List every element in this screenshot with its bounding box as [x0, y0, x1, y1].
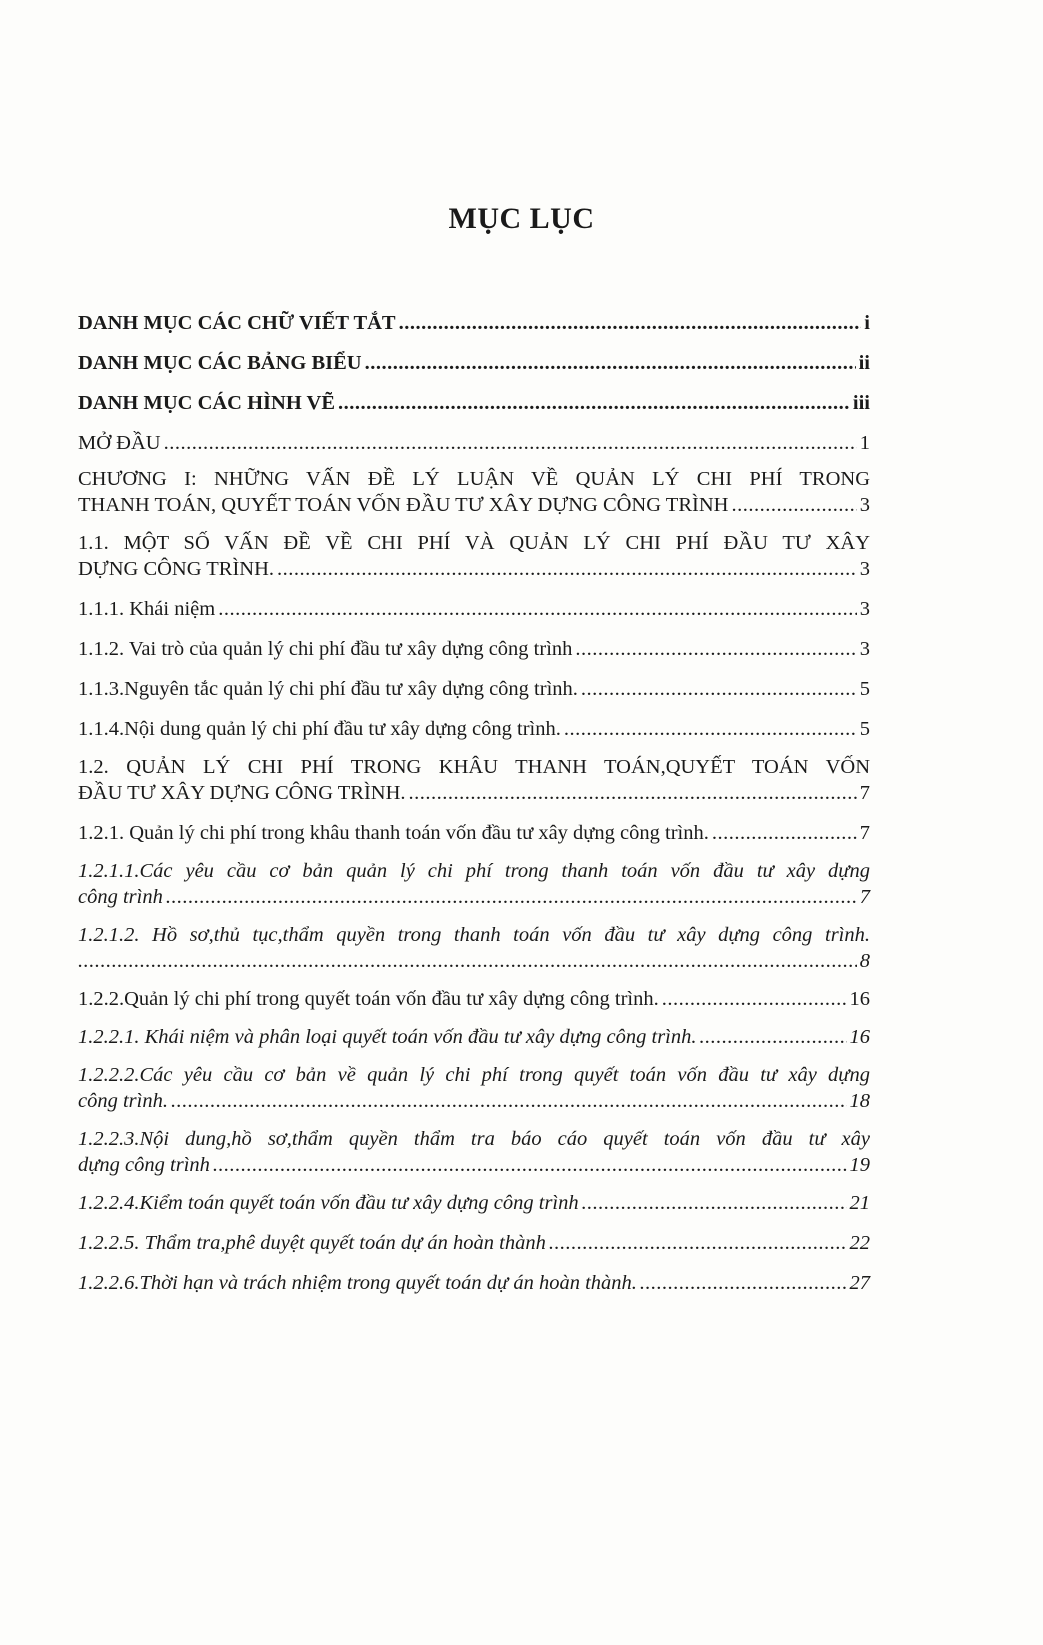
toc-entry — [78, 466, 870, 518]
toc-entry — [78, 922, 870, 974]
toc-entry-text: 1.2.1. Quản lý chi phí trong khâu thanh toán vốn đầu tư xây dựng công trình. — [78, 822, 709, 844]
toc-entry — [78, 1270, 870, 1296]
toc-entry — [78, 1190, 870, 1216]
toc-page-number: 7 — [859, 782, 870, 804]
toc-entry — [78, 1062, 870, 1114]
toc-entry — [78, 596, 870, 622]
toc-entry — [78, 636, 870, 662]
toc-leader — [166, 884, 857, 910]
toc-entry — [78, 350, 870, 376]
toc-page-number: 27 — [849, 1272, 870, 1294]
toc-page-number: 7 — [859, 886, 870, 908]
toc-entry — [78, 754, 870, 806]
toc-entry-text: công trình. — [78, 1090, 168, 1112]
toc-entry-text: CHƯƠNG I: NHỮNG VẤN ĐỀ LÝ LUẬN VỀ QUẢN LÝ CHI PHÍ TRONG — [78, 468, 870, 490]
toc-leader — [78, 948, 857, 974]
toc-page-number: i — [864, 312, 870, 334]
toc-page-number: 1 — [859, 432, 870, 454]
toc-entry — [78, 820, 870, 846]
toc-page-number: 3 — [859, 558, 870, 580]
toc-entry-text: 1.1. MỘT SỐ VẤN ĐỀ VỀ CHI PHÍ VÀ QUẢN LÝ CHI PHÍ ĐẦU TƯ XÂY — [78, 532, 870, 554]
toc-entry — [78, 676, 870, 702]
table-of-contents — [78, 310, 870, 1296]
toc-entry-text: 1.1.1. Khái niệm — [78, 598, 216, 620]
toc-entry — [78, 430, 870, 456]
toc-entry — [78, 858, 870, 910]
toc-page-number: 16 — [849, 1026, 870, 1048]
toc-leader — [218, 596, 857, 622]
toc-leader — [213, 1152, 847, 1178]
toc-entry-text: DANH MỤC CÁC CHỮ VIẾT TẮT — [78, 312, 396, 334]
toc-leader — [662, 986, 847, 1012]
toc-entry — [78, 1230, 870, 1256]
toc-page-number: 21 — [849, 1192, 870, 1214]
toc-page-number: 5 — [859, 718, 870, 740]
toc-entry-text: 1.2. QUẢN LÝ CHI PHÍ TRONG KHÂU THANH TOÁN,QUYẾT TOÁN VỐN — [78, 756, 870, 778]
toc-leader — [712, 820, 857, 846]
toc-leader — [365, 350, 856, 376]
toc-entry-text: dựng công trình — [78, 1154, 210, 1176]
toc-leader — [399, 310, 862, 336]
toc-entry-text: 1.2.1.2. Hồ sơ,thủ tục,thẩm quyền trong thanh toán vốn đầu tư xây dựng công trình. — [78, 924, 870, 946]
toc-entry-text: 1.2.2.1. Khái niệm và phân loại quyết toán vốn đầu tư xây dựng công trình. — [78, 1026, 697, 1048]
toc-entry — [78, 1024, 870, 1050]
toc-leader — [582, 1190, 847, 1216]
toc-entry — [78, 530, 870, 582]
toc-page-number: 3 — [859, 598, 870, 620]
toc-entry-text: 1.2.2.4.Kiểm toán quyết toán vốn đầu tư xây dựng công trình — [78, 1192, 579, 1214]
toc-entry-text: 1.2.2.3.Nội dung,hồ sơ,thẩm quyền thẩm tra báo cáo quyết toán vốn đầu tư xây — [78, 1128, 870, 1150]
toc-entry — [78, 716, 870, 742]
toc-entry-text: DỰNG CÔNG TRÌNH. — [78, 558, 275, 580]
toc-page-number: 8 — [859, 950, 870, 972]
toc-leader — [277, 556, 857, 582]
toc-entry-text: THANH TOÁN, QUYẾT TOÁN VỐN ĐẦU TƯ XÂY DỰNG CÔNG TRÌNH — [78, 494, 729, 516]
toc-entry-text: 1.2.2.2.Các yêu cầu cơ bản về quản lý chi phí trong quyết toán vốn đầu tư xây dựng — [78, 1064, 870, 1086]
toc-page-number: 16 — [849, 988, 870, 1010]
page-title: MỤC LỤC — [448, 202, 595, 235]
toc-entry — [78, 390, 870, 416]
toc-leader — [564, 716, 857, 742]
toc-entry-text: 1.2.2.Quản lý chi phí trong quyết toán vốn đầu tư xây dựng công trình. — [78, 988, 659, 1010]
toc-entry-text: DANH MỤC CÁC HÌNH VẼ — [78, 392, 336, 414]
toc-leader — [640, 1270, 847, 1296]
toc-entry-text: 1.2.2.5. Thẩm tra,phê duyệt quyết toán dự án hoàn thành — [78, 1232, 546, 1254]
toc-page-number: ii — [858, 352, 870, 374]
toc-entry-text: 1.2.2.6.Thời hạn và trách nhiệm trong quyết toán dự án hoàn thành. — [78, 1272, 637, 1294]
toc-page-number: 3 — [859, 638, 870, 660]
toc-page-number: 7 — [859, 822, 870, 844]
toc-entry — [78, 986, 870, 1012]
toc-entry-text: công trình — [78, 886, 163, 908]
toc-entry — [78, 310, 870, 336]
toc-page-number: 22 — [849, 1232, 870, 1254]
toc-entry-text: DANH MỤC CÁC BẢNG BIỂU — [78, 352, 362, 374]
toc-entry-text: MỞ ĐẦU — [78, 432, 161, 454]
toc-leader — [549, 1230, 847, 1256]
toc-page-number: 5 — [859, 678, 870, 700]
toc-entry-text: 1.1.2. Vai trò của quản lý chi phí đầu tư xây dựng công trình — [78, 638, 573, 660]
toc-leader — [731, 492, 856, 518]
toc-entry — [78, 1126, 870, 1178]
toc-leader — [338, 390, 850, 416]
toc-leader — [171, 1088, 847, 1114]
toc-entry-text: 1.2.1.1.Các yêu cầu cơ bản quản lý chi phí trong thanh toán vốn đầu tư xây dựng — [78, 860, 870, 882]
toc-entry-text: 1.1.4.Nội dung quản lý chi phí đầu tư xây dựng công trình. — [78, 718, 561, 740]
toc-entry-text: 1.1.3.Nguyên tắc quản lý chi phí đầu tư xây dựng công trình. — [78, 678, 578, 700]
toc-page-number: 19 — [849, 1154, 870, 1176]
toc-leader — [581, 676, 857, 702]
toc-page-number: 18 — [849, 1090, 870, 1112]
toc-leader — [409, 780, 857, 806]
toc-page-number: iii — [852, 392, 870, 414]
toc-leader — [575, 636, 856, 662]
toc-page-number: 3 — [859, 494, 870, 516]
toc-entry-text: ĐẦU TƯ XÂY DỰNG CÔNG TRÌNH. — [78, 782, 406, 804]
toc-leader — [700, 1024, 847, 1050]
toc-leader — [164, 430, 857, 456]
